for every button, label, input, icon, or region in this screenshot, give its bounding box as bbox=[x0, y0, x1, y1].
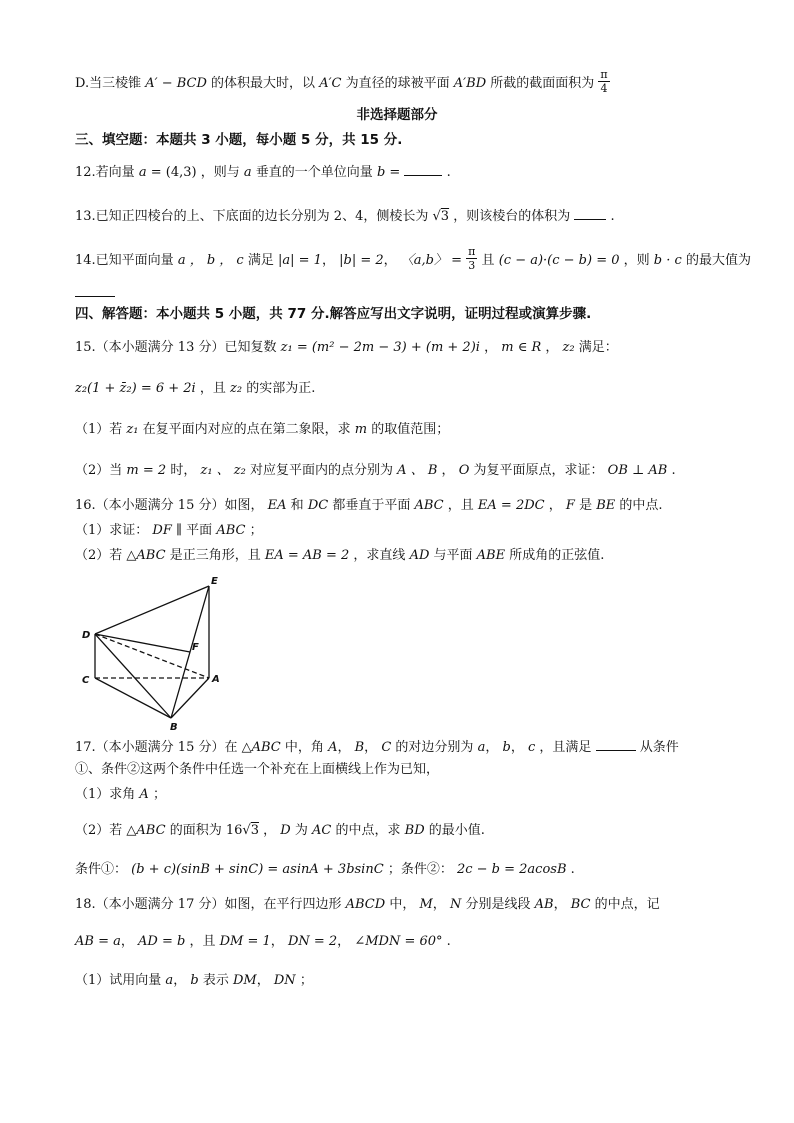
text: ， bbox=[270, 934, 284, 949]
text: ， bbox=[337, 740, 351, 755]
fraction-numerator: π bbox=[600, 68, 608, 81]
math: = bbox=[389, 165, 405, 180]
math: AC bbox=[312, 823, 332, 838]
math: F bbox=[565, 498, 575, 513]
text: ， bbox=[337, 934, 351, 949]
text: ；条件②： bbox=[387, 862, 453, 877]
question-13 bbox=[75, 207, 735, 226]
text: 平面 bbox=[186, 523, 213, 538]
sqrt: √3 bbox=[242, 823, 259, 838]
math: DF ∥ bbox=[152, 523, 183, 538]
question-15 bbox=[75, 339, 735, 357]
math: b · c bbox=[653, 253, 682, 268]
text: 的对边分别为 bbox=[395, 740, 474, 755]
answer-blank[interactable] bbox=[75, 284, 115, 297]
math: = (4,3) bbox=[150, 165, 197, 180]
math: z₂(1 + z̄₂) = 6 + 2i bbox=[75, 381, 196, 396]
math: z₂ bbox=[230, 381, 243, 396]
edge-DE bbox=[95, 586, 209, 634]
text: （1）若 bbox=[75, 422, 123, 437]
math: A bbox=[328, 740, 338, 755]
text: （1）求证： bbox=[75, 523, 149, 538]
text: 满足： bbox=[578, 340, 618, 355]
text: 表示 bbox=[202, 973, 229, 988]
text: 的面积为 bbox=[169, 823, 222, 838]
question-18-part-1 bbox=[75, 972, 735, 990]
text: . bbox=[446, 934, 451, 949]
text: ，则 bbox=[623, 253, 650, 268]
label-D: D bbox=[82, 630, 91, 641]
math: |a| = 1 bbox=[278, 253, 322, 268]
math: AD bbox=[409, 548, 430, 563]
text: 中， bbox=[389, 897, 416, 912]
text: 条件①： bbox=[75, 862, 128, 877]
math: △ABC bbox=[241, 740, 281, 755]
text: 是 bbox=[579, 498, 593, 513]
label-C: C bbox=[82, 675, 90, 686]
text: 对应复平面内的点分别为 bbox=[250, 463, 394, 478]
question-14-answer-line bbox=[75, 284, 735, 303]
math: OB ⊥ AB bbox=[607, 463, 668, 478]
text: . bbox=[610, 209, 615, 224]
answer-blank[interactable] bbox=[596, 738, 636, 751]
text: 14.已知平面向量 bbox=[75, 253, 174, 268]
text: （1）求角 bbox=[75, 787, 136, 802]
question-17-part-2 bbox=[75, 822, 735, 840]
text: 的最小值. bbox=[428, 823, 485, 838]
text: . bbox=[570, 862, 575, 877]
question-16-part-2 bbox=[75, 547, 735, 565]
math: m bbox=[354, 422, 368, 437]
text: . bbox=[446, 165, 451, 180]
math: b bbox=[190, 973, 199, 988]
q11-option-d bbox=[75, 70, 735, 97]
vector-a: a bbox=[243, 165, 252, 180]
text: 的取值范围； bbox=[371, 422, 450, 437]
text: ； bbox=[249, 523, 263, 538]
math: z₁ bbox=[126, 422, 139, 437]
text: 15.（本小题满分 13 分）已知复数 bbox=[75, 340, 277, 355]
fraction bbox=[598, 68, 609, 95]
question-15-part-1 bbox=[75, 421, 735, 439]
question-18-line-2 bbox=[75, 933, 735, 951]
math: DM = 1 bbox=[219, 934, 271, 949]
text: （2）若 bbox=[75, 823, 123, 838]
text: ， bbox=[510, 740, 524, 755]
math: O bbox=[458, 463, 470, 478]
answer-blank[interactable] bbox=[574, 207, 606, 220]
text: 17.（本小题满分 15 分）在 bbox=[75, 740, 238, 755]
math: A′BD bbox=[453, 76, 487, 91]
edge-CB bbox=[95, 678, 171, 718]
math: A′ − BCD bbox=[145, 76, 207, 91]
text: （2）若 bbox=[75, 548, 123, 563]
math: 2c − b = 2acosB bbox=[456, 862, 567, 877]
math: M bbox=[419, 897, 433, 912]
text: 的体积最大时，以 bbox=[211, 76, 316, 91]
text: ，求直线 bbox=[353, 548, 406, 563]
text: ， bbox=[484, 340, 498, 355]
fraction-numerator: π bbox=[468, 245, 476, 258]
text: 中，角 bbox=[284, 740, 324, 755]
section-3-title: 三、填空题：本题共 3 小题，每小题 5 分，共 15 分. bbox=[75, 132, 403, 148]
text: ， bbox=[548, 498, 562, 513]
text: ，且 bbox=[199, 381, 226, 396]
question-12 bbox=[75, 163, 735, 182]
text: 分别是线段 bbox=[465, 897, 531, 912]
label-E: E bbox=[211, 576, 218, 587]
text: ，则与 bbox=[200, 165, 240, 180]
text: 且 bbox=[481, 253, 495, 268]
fraction-denominator: 4 bbox=[600, 82, 608, 95]
math: ABCD bbox=[345, 897, 386, 912]
math: AD = b bbox=[138, 934, 186, 949]
text: ； bbox=[152, 787, 166, 802]
question-14 bbox=[75, 245, 751, 274]
text: 18.（本小题满分 17 分）如图，在平行四边形 bbox=[75, 897, 342, 912]
text: ， bbox=[173, 973, 187, 988]
text: 为复平面原点，求证： bbox=[473, 463, 604, 478]
text: 的实部为正. bbox=[246, 381, 316, 396]
text: 的中点. bbox=[619, 498, 663, 513]
math: ABC bbox=[414, 498, 444, 513]
text: ， bbox=[383, 253, 397, 268]
text: 与平面 bbox=[433, 548, 473, 563]
text: （2）当 bbox=[75, 463, 123, 478]
text: ， bbox=[432, 897, 446, 912]
label-A: A bbox=[212, 674, 220, 685]
math: 16 bbox=[225, 823, 243, 838]
text: 是正三角形，且 bbox=[169, 548, 261, 563]
math: c bbox=[527, 740, 536, 755]
question-18 bbox=[75, 896, 735, 914]
text: ； bbox=[299, 973, 313, 988]
math: BD bbox=[404, 823, 425, 838]
text: ，且 bbox=[189, 934, 216, 949]
math: A′C bbox=[319, 76, 342, 91]
question-17-part-1 bbox=[75, 786, 735, 804]
question-17-line-2: ①、条件②这两个条件中任选一个补充在上面横线上作为已知， bbox=[75, 762, 440, 777]
question-17 bbox=[75, 738, 735, 757]
text: ， bbox=[441, 463, 455, 478]
text: 12.若向量 bbox=[75, 165, 135, 180]
text: ， bbox=[364, 740, 378, 755]
section-heading-nonchoice: 非选择题部分 bbox=[356, 107, 438, 123]
text: ， bbox=[263, 823, 277, 838]
text: 所截的截面面积为 bbox=[490, 76, 595, 91]
text: （1）试用向量 bbox=[75, 973, 162, 988]
math: a bbox=[165, 973, 174, 988]
math: A bbox=[139, 787, 149, 802]
text: ，且满足 bbox=[539, 740, 592, 755]
math: AB = a bbox=[75, 934, 121, 949]
section-4-title: 四、解答题：本小题共 5 小题，共 77 分.解答应写出文字说明，证明过程或演算步骤. bbox=[75, 306, 592, 322]
text: ， bbox=[545, 340, 559, 355]
math: △ABC bbox=[126, 823, 166, 838]
text: 和 bbox=[290, 498, 304, 513]
sqrt-value: 3 bbox=[250, 823, 259, 838]
math: (b + c)(sinB + sinC) = asinA + 3bsinC bbox=[131, 862, 384, 877]
math: b bbox=[502, 740, 511, 755]
text: ，则该棱台的体积为 bbox=[453, 209, 571, 224]
math: EA = 2DC bbox=[477, 498, 545, 513]
math: N bbox=[449, 897, 462, 912]
text: ， bbox=[321, 253, 335, 268]
text: ， bbox=[553, 897, 567, 912]
question-15-condition bbox=[75, 380, 735, 398]
question-16 bbox=[75, 497, 735, 515]
vector-a: a bbox=[138, 165, 147, 180]
math: BC bbox=[570, 897, 591, 912]
question-17-conditions bbox=[75, 861, 735, 879]
math: z₁ = (m² − 2m − 3) + (m + 2)i bbox=[280, 340, 480, 355]
math: C bbox=[381, 740, 392, 755]
math: DM bbox=[232, 973, 257, 988]
text: ， bbox=[485, 740, 499, 755]
question-16-part-1 bbox=[75, 522, 735, 540]
fraction-denominator: 3 bbox=[468, 259, 476, 272]
math: ABE bbox=[476, 548, 506, 563]
text: 从条件 bbox=[639, 740, 679, 755]
text: ， bbox=[120, 934, 134, 949]
text: 的中点，求 bbox=[335, 823, 401, 838]
text: 垂直的一个单位向量 bbox=[255, 165, 373, 180]
math: (c − a)·(c − b) = 0 bbox=[498, 253, 620, 268]
math: m = 2 bbox=[126, 463, 167, 478]
text: 所成角的正弦值. bbox=[509, 548, 605, 563]
math: B bbox=[354, 740, 365, 755]
sqrt-value: 3 bbox=[440, 209, 450, 224]
math: DC bbox=[307, 498, 329, 513]
question-15-part-2 bbox=[75, 462, 735, 480]
math: m ∈ R bbox=[501, 340, 542, 355]
math: a ， b ， c bbox=[177, 253, 244, 268]
fraction bbox=[466, 245, 477, 272]
sqrt: √3 bbox=[432, 209, 450, 224]
math: DN = 2 bbox=[287, 934, 338, 949]
math: AB bbox=[534, 897, 554, 912]
math: z₁ 、 z₂ bbox=[200, 463, 246, 478]
vector-b: b bbox=[376, 165, 386, 180]
label-B: B bbox=[170, 722, 178, 732]
math: ∠MDN = 60° bbox=[354, 934, 443, 949]
math: △ABC bbox=[126, 548, 166, 563]
text: 满足 bbox=[247, 253, 274, 268]
math: z₂ bbox=[562, 340, 575, 355]
math: DN bbox=[273, 973, 296, 988]
text: 16.（本小题满分 15 分）如图， bbox=[75, 498, 264, 513]
label-F: F bbox=[192, 642, 199, 653]
math: BE bbox=[596, 498, 616, 513]
text: 都垂直于平面 bbox=[332, 498, 411, 513]
text: 的最大值为 bbox=[685, 253, 751, 268]
edge-DA-dashed bbox=[95, 634, 209, 678]
text: ， bbox=[256, 973, 270, 988]
text: 为 bbox=[294, 823, 308, 838]
math: |b| = 2 bbox=[339, 253, 384, 268]
text: 在复平面内对应的点在第二象限，求 bbox=[142, 422, 351, 437]
q16-geometry-figure bbox=[75, 572, 235, 732]
text: D.当三棱锥 bbox=[75, 76, 142, 91]
math: A 、 B bbox=[397, 463, 438, 478]
math: D bbox=[280, 823, 291, 838]
text: ，且 bbox=[447, 498, 474, 513]
math: ABC bbox=[216, 523, 246, 538]
math: EA bbox=[267, 498, 287, 513]
text: 时， bbox=[170, 463, 197, 478]
math: 〈a,b〉 = bbox=[400, 253, 463, 268]
text: 13.已知正四棱台的上、下底面的边长分别为 2、4，侧棱长为 bbox=[75, 209, 429, 224]
answer-blank[interactable] bbox=[404, 163, 442, 176]
text: . bbox=[671, 463, 676, 478]
math: EA = AB = 2 bbox=[264, 548, 350, 563]
text: 为直径的球被平面 bbox=[345, 76, 450, 91]
text: 的中点，记 bbox=[594, 897, 660, 912]
math: a bbox=[477, 740, 486, 755]
